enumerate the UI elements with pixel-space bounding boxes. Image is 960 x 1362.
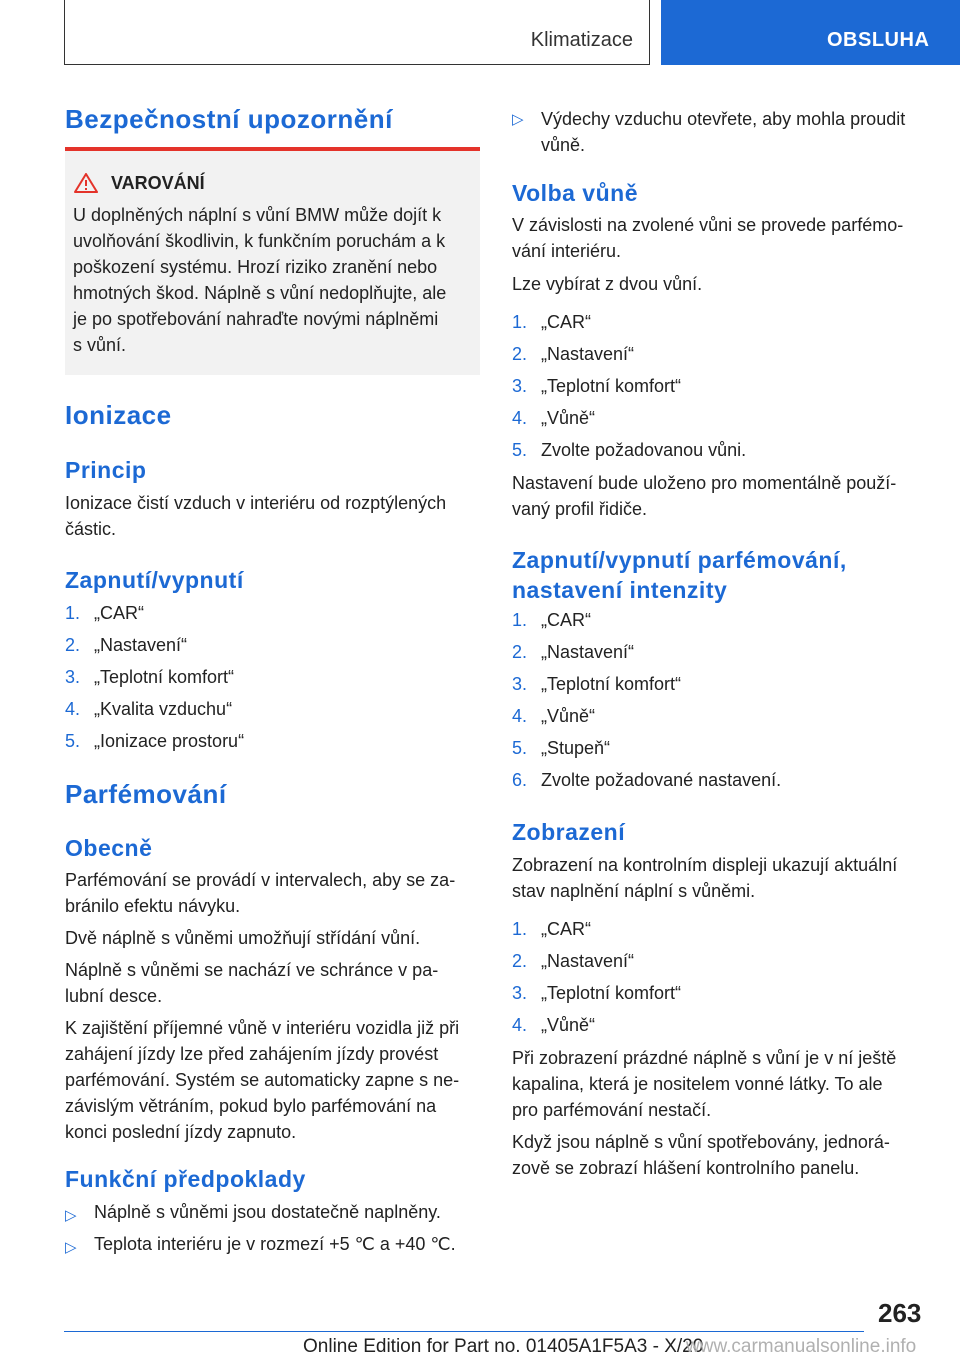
list-number: 2. <box>512 344 528 364</box>
paragraph-line: Dvě náplně s vůněmi umožňují střídání vůní. <box>65 928 421 948</box>
warning-text <box>73 202 473 358</box>
safety-heading: Bezpečnostní upozornění <box>65 104 393 134</box>
requirements-heading: Funkční předpoklady <box>65 1166 306 1192</box>
list-text: „Teplotní komfort“ <box>541 983 682 1003</box>
general-paragraph-1 <box>65 867 455 919</box>
bullet-triangle-icon: ▷ <box>512 111 524 128</box>
list-text: „CAR“ <box>94 603 144 623</box>
list-text: „Nastavení“ <box>541 951 635 971</box>
onoff-heading: Zapnutí/vypnutí <box>65 567 244 593</box>
list-text: „Nastavení“ <box>541 344 635 364</box>
warning-label: VAROVÁNÍ <box>111 173 205 193</box>
list-number: 5. <box>65 731 81 751</box>
list-number: 4. <box>512 1015 528 1035</box>
paragraph-line: parfémování. Systém se automaticky zapne s ne- <box>65 1070 460 1090</box>
paragraph-line: K zajištění příjemné vůně v interiéru vozidla již při <box>65 1018 460 1038</box>
list-number: 2. <box>65 635 81 655</box>
principle-paragraph <box>65 490 446 542</box>
list-number: 3. <box>65 667 81 687</box>
perfume-heading: Parfémování <box>65 779 227 809</box>
list-text: Zvolte požadované nastavení. <box>541 770 782 790</box>
list-number: 4. <box>512 706 528 726</box>
bullet-text: Náplně s vůněmi jsou dostatečně naplněny. <box>94 1202 441 1222</box>
list-text: „Kvalita vzduchu“ <box>94 699 233 719</box>
warning-line: poškození systému. Hrozí riziko zranění nebo <box>73 257 438 277</box>
bullet-triangle-icon: ▷ <box>65 1239 77 1256</box>
list-number: 3. <box>512 983 528 1003</box>
list-text: „Nastavení“ <box>94 635 188 655</box>
watermark: www.carmanualsonline.info <box>686 1336 917 1357</box>
scent-paragraph-3 <box>512 470 896 522</box>
list-number: 1. <box>512 312 528 332</box>
paragraph-line: vaný profil řidiče. <box>512 499 648 519</box>
list-text: „CAR“ <box>541 610 591 630</box>
heading-line: Zapnutí/vypnutí parfémování, <box>512 547 847 573</box>
bullet-line: Výdechy vzduchu otevřete, aby mohla proudit <box>541 109 906 129</box>
paragraph-line: Když jsou náplně s vůní spotřebovány, jednorá- <box>512 1132 890 1152</box>
list-text: „Vůně“ <box>541 706 596 726</box>
list-text: „Vůně“ <box>541 1015 596 1035</box>
chapter-tab <box>661 0 960 65</box>
paragraph-line: stav naplnění náplní s vůněmi. <box>512 881 756 901</box>
running-header <box>64 0 650 65</box>
list-text: „Teplotní komfort“ <box>541 674 682 694</box>
paragraph-line: kapalina, která je nositelem vonné látky. To ale <box>512 1074 883 1094</box>
bullet-triangle-icon: ▷ <box>65 1207 77 1224</box>
intensity-heading <box>512 545 847 605</box>
warning-line: hmotných škod. Náplně s vůní nedoplňujte, ale <box>73 283 447 303</box>
heading-line: nastavení intenzity <box>512 577 728 603</box>
warning-triangle-icon <box>74 173 98 193</box>
paragraph-line: lubní desce. <box>65 986 163 1006</box>
warning-line: s vůní. <box>73 335 127 355</box>
paragraph-line: bránilo efektu návyku. <box>65 896 241 916</box>
paragraph-line: Při zobrazení prázdné náplně s vůní je v ní ještě <box>512 1048 897 1068</box>
warning-line: je po spotřebování nahraďte novými náplněmi <box>73 309 439 329</box>
list-number: 2. <box>512 951 528 971</box>
list-number: 5. <box>512 738 528 758</box>
list-text: Zvolte požadovanou vůni. <box>541 440 747 460</box>
paragraph-line: zahájení jízdy lze před zahájením jízdy provést <box>65 1044 439 1064</box>
warning-box <box>65 151 480 375</box>
general-paragraph-2 <box>65 925 420 951</box>
warning-line: uvolňování škodlivin, k funkčním poruchám a k <box>73 231 446 251</box>
list-text: „Ionizace prostoru“ <box>94 731 245 751</box>
ionization-heading: Ionizace <box>65 400 172 430</box>
list-text: „Vůně“ <box>541 408 596 428</box>
list-number: 1. <box>65 603 81 623</box>
bullet-text <box>541 106 905 158</box>
bullet-line: vůně. <box>541 135 586 155</box>
paragraph-line: Parfémování se provádí v intervalech, aby se za- <box>65 870 456 890</box>
paragraph-line: V závislosti na zvolené vůni se provede parfémo- <box>512 215 904 235</box>
footer-rule <box>64 1331 864 1332</box>
list-number: 1. <box>512 610 528 630</box>
display-heading: Zobrazení <box>512 819 626 845</box>
general-paragraph-4 <box>65 1015 459 1145</box>
paragraph-line: Ionizace čistí vzduch v interiéru od rozptýlených <box>65 493 447 513</box>
paragraph-line: Náplně s vůněmi se nachází ve schránce v pa- <box>65 960 439 980</box>
page-number: 263 <box>878 1298 922 1328</box>
paragraph-line: pro parfémování nestačí. <box>512 1100 712 1120</box>
edition-text: Online Edition for Part no. 01405A1F5A3 - X/20 <box>303 1336 704 1357</box>
list-number: 4. <box>65 699 81 719</box>
list-number: 6. <box>512 770 528 790</box>
section-title: Klimatizace <box>530 29 633 51</box>
list-text: „CAR“ <box>541 919 591 939</box>
general-heading: Obecně <box>65 835 153 861</box>
list-text: „Stupeň“ <box>541 738 611 758</box>
list-number: 5. <box>512 440 528 460</box>
list-text: „Teplotní komfort“ <box>94 667 235 687</box>
general-paragraph-3 <box>65 957 438 1009</box>
scent-paragraph-1 <box>512 212 903 264</box>
list-number: 4. <box>512 408 528 428</box>
paragraph-line: vání interiéru. <box>512 241 622 261</box>
chapter-tab-label: OBSLUHA <box>827 29 930 51</box>
scent-paragraph-2: Lze vybírat z dvou vůní. <box>512 274 703 294</box>
display-paragraph-2 <box>512 1045 896 1123</box>
bullet-text: Teplota interiéru je v rozmezí +5 ℃ a +40 ℃. <box>94 1234 456 1254</box>
display-paragraph-1 <box>512 852 897 904</box>
paragraph-line: Zobrazení na kontrolním displeji ukazují aktuální <box>512 855 898 875</box>
list-number: 3. <box>512 376 528 396</box>
list-number: 2. <box>512 642 528 662</box>
paragraph-line: konci poslední jízdy zapnuto. <box>65 1122 297 1142</box>
paragraph-line: částic. <box>65 519 117 539</box>
list-text: „CAR“ <box>541 312 591 332</box>
principle-heading: Princip <box>65 457 147 483</box>
paragraph-line: závislým větráním, pokud bylo parfémování na <box>65 1096 437 1116</box>
warning-line: U doplněných náplní s vůní BMW může dojít k <box>73 205 442 225</box>
list-text: „Nastavení“ <box>541 642 635 662</box>
display-paragraph-3 <box>512 1129 890 1181</box>
list-number: 3. <box>512 674 528 694</box>
paragraph-line: zově se zobrazí hlášení kontrolního panelu. <box>512 1158 860 1178</box>
list-text: „Teplotní komfort“ <box>541 376 682 396</box>
scent-heading: Volba vůně <box>512 180 638 206</box>
paragraph-line: Nastavení bude uloženo pro momentálně použí- <box>512 473 897 493</box>
list-number: 1. <box>512 919 528 939</box>
